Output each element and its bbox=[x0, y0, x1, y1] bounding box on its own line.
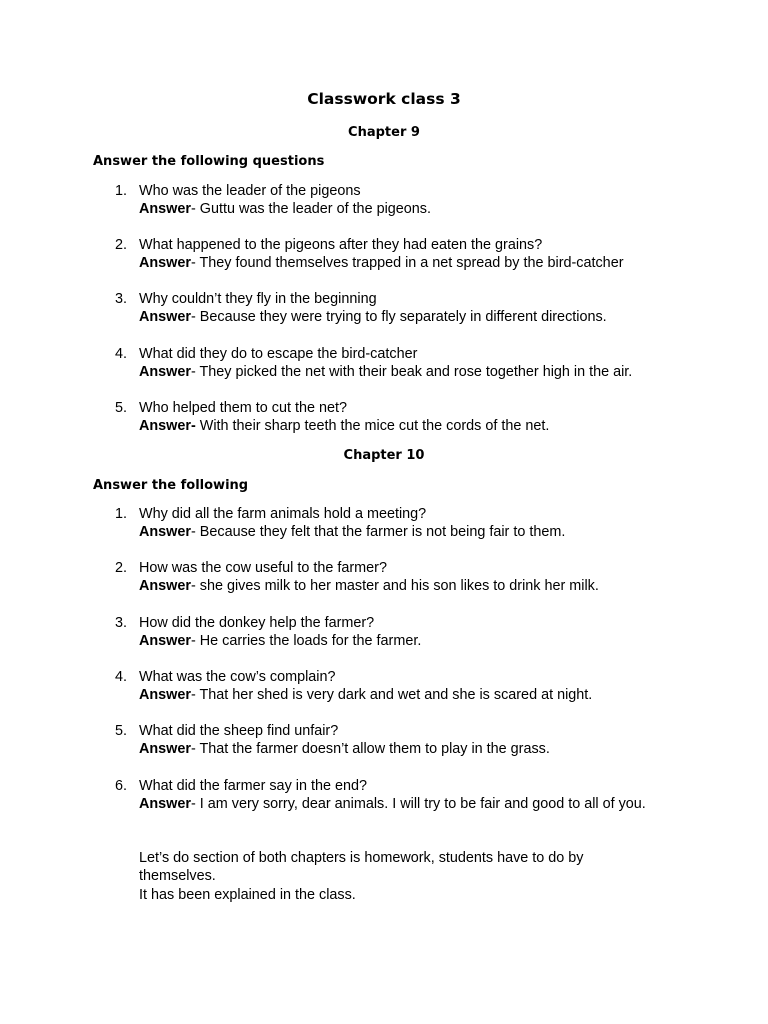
list-item bbox=[115, 399, 675, 436]
item-number: 5. bbox=[115, 400, 128, 416]
list-item bbox=[115, 236, 675, 273]
answer-text bbox=[139, 308, 675, 326]
answer-label: Answer bbox=[139, 309, 191, 326]
answer-label: Answer bbox=[139, 201, 191, 218]
answer-text bbox=[139, 686, 675, 704]
item-number: 5. bbox=[115, 723, 128, 739]
answer-body: - she gives milk to her master and his son likes to drink her milk. bbox=[190, 578, 599, 595]
answer-label: Answer bbox=[139, 364, 191, 381]
answer-label: Answer bbox=[139, 255, 191, 272]
item-number: 3. bbox=[115, 291, 128, 307]
question-text: What did the farmer say in the end? bbox=[139, 778, 367, 794]
item-number: 3. bbox=[115, 615, 128, 631]
question-text: Who was the leader of the pigeons bbox=[139, 183, 361, 199]
item-number: 1. bbox=[115, 183, 128, 199]
answer-label: Answer bbox=[139, 796, 191, 813]
answer-label: Answer- bbox=[139, 418, 196, 435]
answer-body: - Guttu was the leader of the pigeons. bbox=[190, 201, 431, 218]
answer-body: - I am very sorry, dear animals. I will try to be fair and good to all of you. bbox=[190, 796, 646, 813]
question-text: How did the donkey help the farmer? bbox=[139, 615, 375, 631]
answer-body: - They found themselves trapped in a net spread by the bird-catcher bbox=[190, 255, 624, 272]
page-title: Classwork class 3 bbox=[307, 90, 461, 108]
question-text: What did they do to escape the bird-catcher bbox=[139, 346, 418, 362]
answer-label: Answer bbox=[139, 633, 191, 650]
answer-body: - That her shed is very dark and wet and she is scared at night. bbox=[190, 687, 593, 704]
answer-text bbox=[139, 577, 675, 595]
question-text: How was the cow useful to the farmer? bbox=[139, 560, 387, 576]
question-text: Why couldn’t they fly in the beginning bbox=[139, 291, 377, 307]
homework-note bbox=[139, 849, 659, 904]
item-number: 4. bbox=[115, 669, 128, 685]
list-item bbox=[115, 777, 675, 814]
question-text: What was the cow’s complain? bbox=[139, 669, 336, 685]
answer-text bbox=[139, 795, 659, 813]
chapter-9-heading: Chapter 9 bbox=[348, 125, 420, 140]
list-item bbox=[115, 345, 675, 382]
homework-text: Let’s do section of both chapters is homework, students have to do by themselves. bbox=[139, 850, 584, 885]
list-item bbox=[115, 559, 675, 596]
question-text: Why did all the farm animals hold a meeting? bbox=[139, 506, 427, 522]
answer-text bbox=[139, 417, 675, 435]
question-text: Who helped them to cut the net? bbox=[139, 400, 347, 416]
list-item bbox=[115, 668, 675, 705]
item-number: 1. bbox=[115, 506, 128, 522]
list-item bbox=[115, 722, 675, 759]
answer-label: Answer bbox=[139, 524, 191, 541]
answer-text bbox=[139, 523, 675, 541]
answer-text bbox=[139, 200, 675, 218]
explained-text: It has been explained in the class. bbox=[139, 886, 356, 903]
answer-label: Answer bbox=[139, 741, 191, 758]
item-number: 6. bbox=[115, 778, 128, 794]
item-number: 4. bbox=[115, 346, 128, 362]
list-item bbox=[115, 182, 675, 219]
answer-body: - That the farmer doesn’t allow them to play in the grass. bbox=[190, 741, 550, 758]
answer-text bbox=[139, 363, 675, 381]
chapter-9-instruction: Answer the following questions bbox=[93, 154, 325, 169]
answer-body: - Because they were trying to fly separately in different directions. bbox=[190, 309, 607, 326]
answer-text bbox=[139, 740, 675, 758]
answer-text bbox=[139, 632, 675, 650]
answer-text bbox=[139, 254, 675, 272]
answer-body: - They picked the net with their beak and rose together high in the air. bbox=[190, 364, 633, 381]
chapter-10-heading: Chapter 10 bbox=[343, 448, 425, 463]
answer-body: With their sharp teeth the mice cut the cords of the net. bbox=[195, 418, 550, 435]
item-number: 2. bbox=[115, 237, 128, 253]
answer-label: Answer bbox=[139, 687, 191, 704]
list-item bbox=[115, 614, 675, 651]
item-number: 2. bbox=[115, 560, 128, 576]
question-text: What did the sheep find unfair? bbox=[139, 723, 339, 739]
answer-label: Answer bbox=[139, 578, 191, 595]
list-item bbox=[115, 505, 675, 542]
list-item bbox=[115, 290, 675, 327]
answer-body: - Because they felt that the farmer is not being fair to them. bbox=[190, 524, 566, 541]
answer-body: - He carries the loads for the farmer. bbox=[190, 633, 422, 650]
chapter-10-instruction: Answer the following bbox=[93, 478, 249, 493]
question-text: What happened to the pigeons after they had eaten the grains? bbox=[139, 237, 543, 253]
